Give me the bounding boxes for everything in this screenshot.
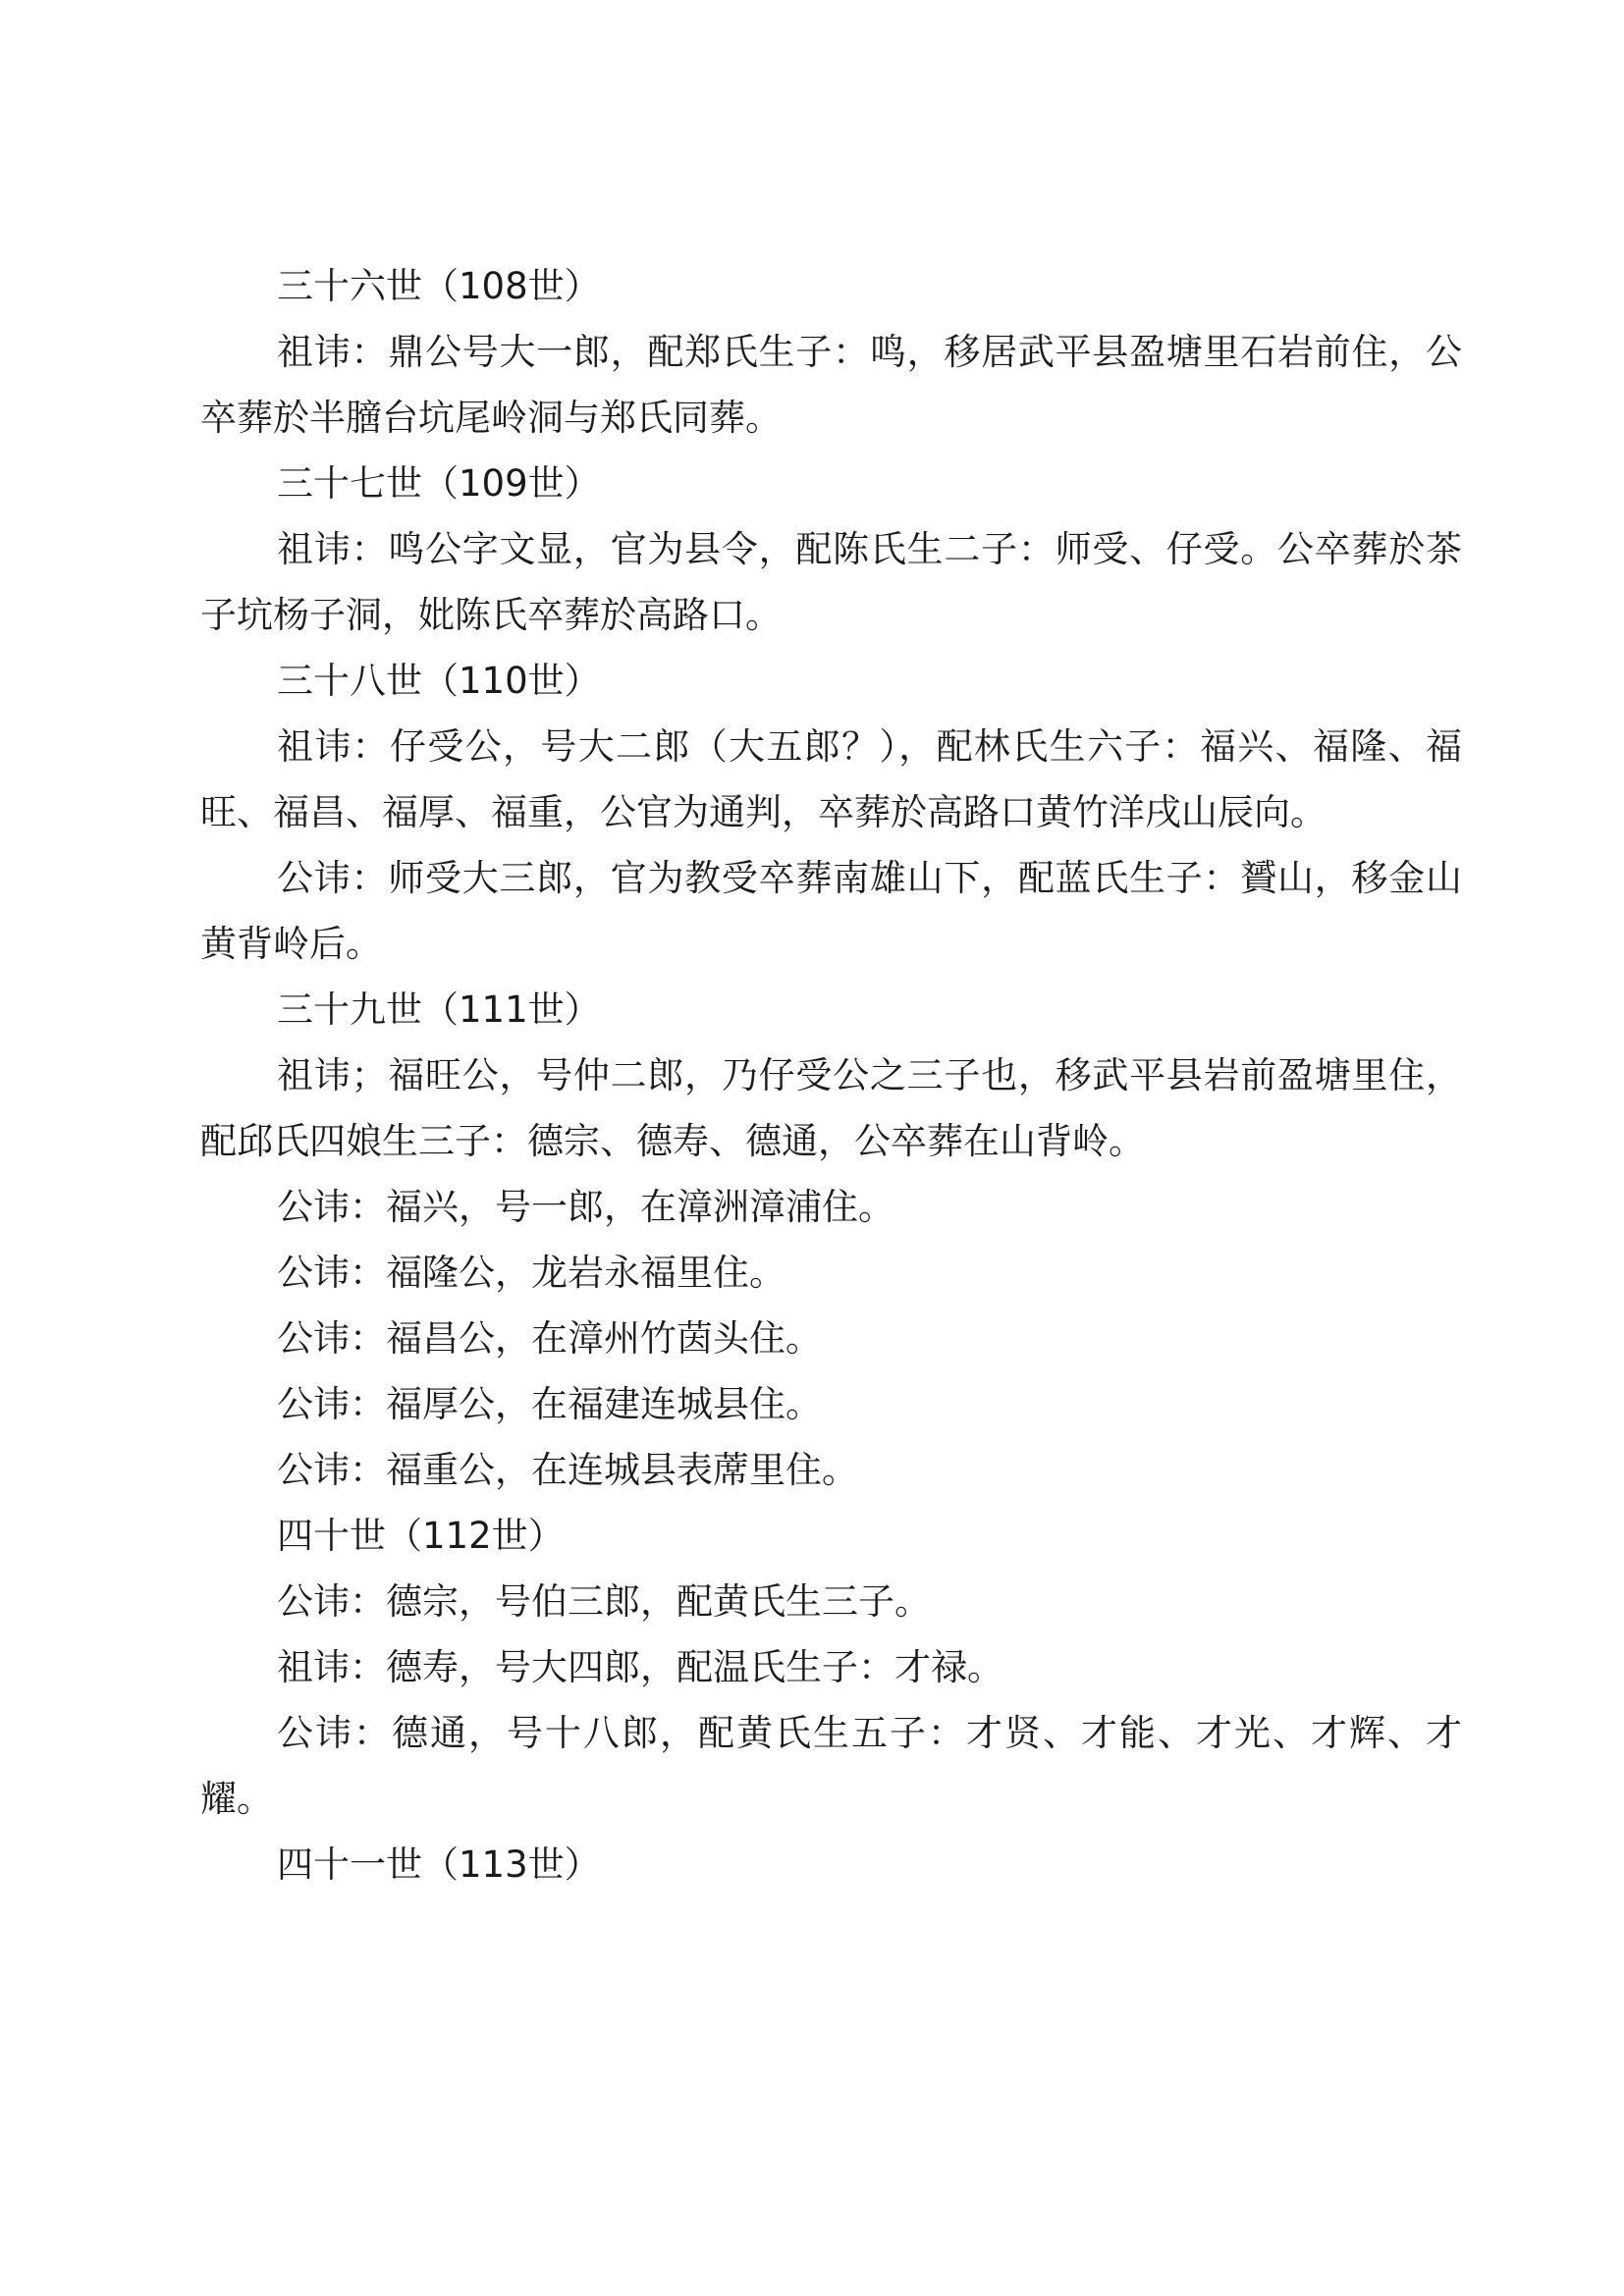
ancestor-entry: 祖讳：德寿，号大四郎，配温氏生子：才禄。 (277, 1646, 1003, 1688)
ancestor-entry: 公讳：福兴，号一郎，在漳洲漳浦住。 (277, 1186, 894, 1228)
ancestor-entry: 祖讳：鼎公号大一郎，配郑氏生子：鸣，移居武平县盈塘里石岩前住，公卒葬於半膪台坑尾岭洞与郑氏同葬。 (200, 331, 1462, 439)
ancestor-entry: 公讳：师受大三郎，官为教受卒葬南雄山下，配蓝氏生子：贇山，移金山黄背岭后。 (200, 857, 1462, 965)
ancestor-entry: 公讳：福隆公，龙岩永福里住。 (277, 1252, 785, 1294)
ancestor-entry: 公讳：德通，号十八郎，配黄氏生五子：才贤、才能、才光、才辉、才耀。 (200, 1712, 1462, 1820)
ancestor-entry: 祖讳；福旺公，号仲二郎，乃仔受公之三子也，移武平县岩前盈塘里住，配邱氏四娘生三子：德宗、德寿、德通，公卒葬在山背岭。 (200, 1054, 1462, 1162)
generation-heading-41: 四十一世（113世） (277, 1843, 601, 1886)
ancestor-entry: 祖讳：鸣公字文显，官为县令，配陈氏生二子：师受、仔受。公卒葬於茶子坑杨子洞，妣陈氏卒葬於高路口。 (200, 528, 1462, 636)
ancestor-entry: 公讳：福厚公，在福建连城县住。 (277, 1383, 822, 1425)
ancestor-entry: 公讳：德宗，号伯三郎，配黄氏生三子。 (277, 1580, 931, 1623)
generation-heading-36: 三十六世（108世） (277, 265, 601, 307)
generation-heading-40: 四十世（112世） (277, 1515, 565, 1557)
ancestor-entry: 祖讳：仔受公，号大二郎（大五郎？），配林氏生六子：福兴、福隆、福旺、福昌、福厚、福重，公官为通判，卒葬於高路口黄竹洋戌山辰向。 (200, 725, 1462, 833)
ancestor-entry: 公讳：福重公，在连城县表蓆里住。 (277, 1449, 858, 1491)
genealogy-text (200, 253, 1462, 1897)
generation-heading-37: 三十七世（109世） (277, 462, 601, 505)
generation-heading-39: 三十九世（111世） (277, 988, 601, 1031)
generation-heading-38: 三十八世（110世） (277, 660, 601, 702)
ancestor-entry: 公讳：福昌公，在漳州竹茵头住。 (277, 1317, 822, 1360)
